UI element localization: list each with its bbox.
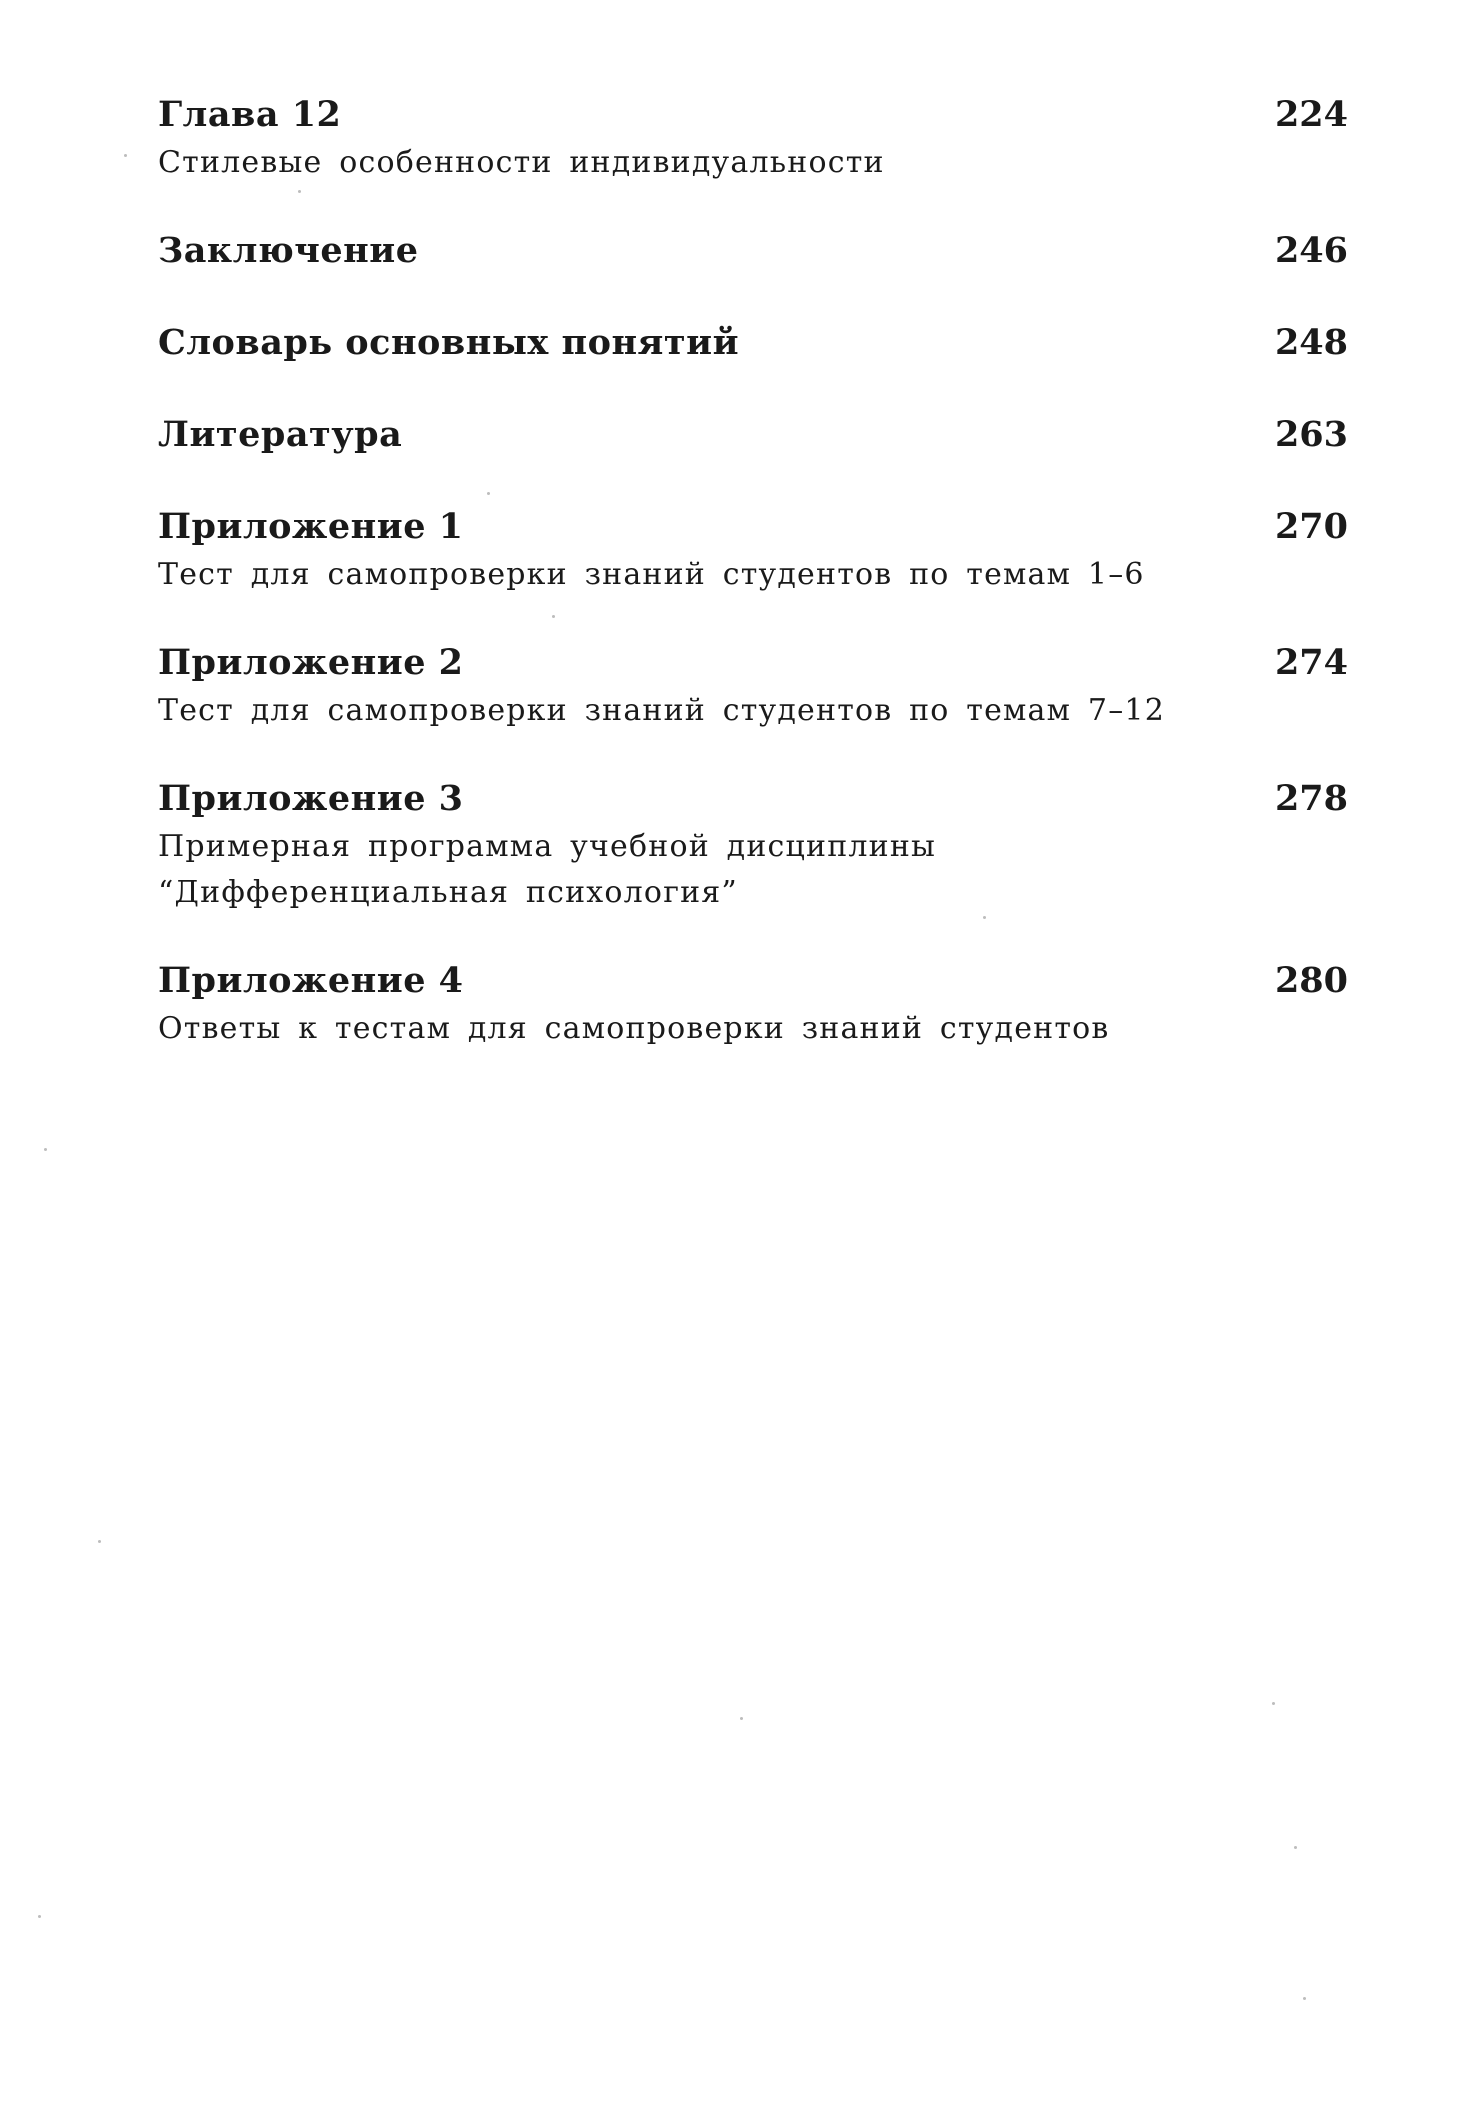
toc-entry-literature xyxy=(158,412,1348,458)
toc-entry-appendix-3 xyxy=(158,776,1348,916)
toc-entry-conclusion xyxy=(158,228,1348,274)
table-of-contents xyxy=(158,92,1348,1094)
toc-entry-title: Приложение 4 xyxy=(158,960,464,1001)
toc-entry-page-number: 248 xyxy=(1274,322,1348,363)
toc-entry-glossary xyxy=(158,320,1348,366)
toc-entry-subtitle: Примерная программа учебной дисциплины xyxy=(158,829,937,864)
scan-speck xyxy=(1294,1846,1297,1849)
scan-speck xyxy=(740,1717,743,1720)
toc-entry-appendix-4 xyxy=(158,958,1348,1052)
toc-entry-subtitle: Тест для самопроверки знаний студентов по темам 1–6 xyxy=(158,557,1145,592)
toc-entry-page-number: 224 xyxy=(1274,94,1348,135)
toc-entry-title: Приложение 1 xyxy=(158,506,464,547)
toc-entry-title: Литература xyxy=(158,414,403,455)
toc-entry-page-number: 278 xyxy=(1274,778,1348,819)
toc-entry-subtitle: “Дифференциальная психология” xyxy=(158,875,738,910)
scan-speck xyxy=(298,190,301,193)
toc-entry-title: Глава 12 xyxy=(158,94,342,135)
scan-speck xyxy=(487,492,490,495)
toc-entry-page-number: 263 xyxy=(1274,414,1348,455)
toc-entry-page-number: 270 xyxy=(1274,506,1348,547)
toc-entry-title: Заключение xyxy=(158,230,419,271)
scan-speck xyxy=(44,1148,47,1151)
toc-entry-subtitle: Ответы к тестам для самопроверки знаний студентов xyxy=(158,1011,1110,1046)
toc-entry-title: Словарь основных понятий xyxy=(158,322,740,363)
scan-speck xyxy=(124,154,127,157)
scan-speck xyxy=(38,1915,41,1918)
toc-entry-subtitle: Тест для самопроверки знаний студентов по темам 7–12 xyxy=(158,693,1165,728)
toc-entry-page-number: 274 xyxy=(1274,642,1348,683)
toc-entry-subtitle: Стилевые особенности индивидуальности xyxy=(158,145,885,180)
toc-entry-title: Приложение 2 xyxy=(158,642,464,683)
toc-entry-chapter-12 xyxy=(158,92,1348,186)
scan-speck xyxy=(98,1540,101,1543)
scan-speck xyxy=(1303,1997,1306,2000)
toc-entry-title: Приложение 3 xyxy=(158,778,464,819)
scan-speck xyxy=(983,916,986,919)
toc-entry-appendix-2 xyxy=(158,640,1348,734)
toc-entry-page-number: 280 xyxy=(1274,960,1348,1001)
toc-entry-appendix-1 xyxy=(158,504,1348,598)
scan-speck xyxy=(552,615,555,618)
scan-speck xyxy=(1272,1702,1275,1705)
toc-entry-page-number: 246 xyxy=(1274,230,1348,271)
